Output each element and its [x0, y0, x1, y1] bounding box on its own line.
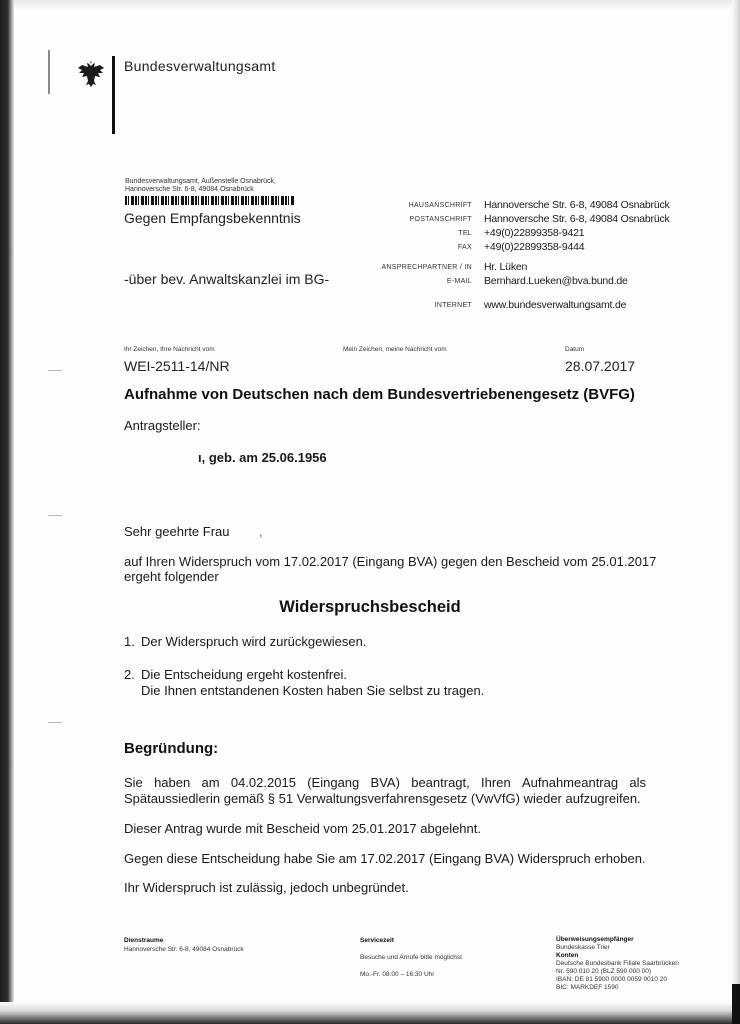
salutation: Sehr geehrte Frau — [124, 524, 230, 539]
subject-line: Aufnahme von Deutschen nach dem Bundesvertriebenengesetz (BVFG) — [124, 386, 635, 403]
applicant-label: Antragsteller: — [124, 418, 201, 433]
contact-label: HAUSANSCHRIFT — [408, 201, 472, 209]
letter-date: 28.07.2017 — [565, 358, 636, 374]
fold-mark — [48, 515, 62, 516]
contact-block — [330, 198, 670, 312]
footer-service-heading: Servicezeit — [360, 937, 394, 944]
footer-bank — [556, 936, 679, 992]
contact-value: Hannoversche Str. 6-8, 49084 Osnabrück — [484, 199, 670, 211]
reasoning-p3: Gegen diese Entscheidung habe Sie am 17.02.2017 (Eingang BVA) Widerspruch erhoben. — [124, 851, 646, 866]
postal-barcode — [125, 196, 295, 205]
word: (Eingang — [307, 775, 360, 790]
footer-premises-heading: Dienstraume — [124, 937, 164, 944]
footer-premises — [124, 936, 244, 954]
contact-row-email — [330, 274, 670, 288]
reasoning-p1-line-1 — [124, 775, 646, 790]
delivery-note: Gegen Empfangsbekenntnis — [124, 210, 301, 226]
contact-value: +49(0)22899358-9444 — [484, 241, 585, 253]
footer-bank-bic: BIC: MARKDEF 1590 — [556, 984, 619, 991]
recipient-via: -über bev. Anwaltskanzlei im BG- — [124, 271, 330, 287]
contact-email[interactable]: Bernhard.Lueken@bva.bund.de — [484, 275, 628, 287]
contact-value: +49(0)22899358-9421 — [484, 227, 585, 239]
contact-label: POSTANSCHRIFT — [409, 215, 472, 223]
salutation-comma: , — [259, 524, 263, 539]
contact-value: Hr. Lüken — [484, 261, 528, 273]
reasoning-p4: Ihr Widerspruch ist zulässig, jedoch unbegründet. — [124, 880, 409, 895]
authority-name: Bundesverwaltungsamt — [124, 58, 276, 74]
federal-eagle-icon — [76, 58, 106, 90]
word: 04.02.2015 — [230, 775, 296, 790]
contact-label: TEL — [458, 229, 472, 237]
footer-service — [360, 936, 462, 979]
intro-line-2: ergeht folgender — [124, 569, 219, 584]
contact-row-fax — [330, 240, 670, 254]
word: Sie — [124, 775, 143, 790]
contact-row-street — [330, 198, 670, 212]
decision-title: Widerspruchsbescheid — [279, 598, 461, 616]
fold-mark — [48, 722, 62, 723]
word: am — [201, 775, 220, 790]
contact-value: Hannoversche Str. 6-8, 49084 Osnabrück — [484, 213, 670, 225]
decision-item-1: Der Widerspruch wird zurückgewiesen. — [141, 634, 367, 649]
word: als — [629, 775, 646, 790]
scan-corner-mark — [732, 984, 740, 1024]
footer-bank-name: Deutsche Bundesbank Filiale Saarbrücken — [556, 960, 679, 967]
fold-mark — [48, 370, 62, 371]
footer-bank-recipient: Bundeskasse Trier — [556, 944, 610, 951]
decision-item-2-line-1: Die Entscheidung ergeht kostenfrei. — [141, 667, 347, 682]
letterhead-rule — [112, 56, 115, 134]
intro-line-1: auf Ihren Widerspruch vom 17.02.2017 (Eingang BVA) gegen den Bescheid vom 25.01.2017 — [124, 554, 657, 569]
sender-line-2: Hannoversche Str. 6-8, 49084 Osnabrück — [125, 186, 254, 193]
word: BVA) — [370, 775, 400, 790]
contact-website[interactable]: www.bundesverwaltungsamt.de — [484, 299, 627, 311]
footer-bank-number: Nr. 590 010 20 (BLZ 590 000 00) — [556, 968, 652, 975]
letterhead-rule-left — [48, 50, 50, 94]
reasoning-p1-line-2: Spätaussiedlerin gemäß § 51 Verwaltungsverfahrensgesetz (VwVfG) wieder aufzugreifen. — [124, 791, 641, 806]
contact-row-person — [330, 260, 670, 274]
your-reference-value: WEI-2511-14/NR — [124, 358, 230, 374]
scan-left-shadow — [0, 0, 14, 1024]
reasoning-p2: Dieser Antrag wurde mit Bescheid vom 25.01.2017 abgelehnt. — [124, 821, 481, 836]
applicant-birth: ı, geb. am 25.06.1956 — [198, 450, 327, 465]
word: beantragt, — [411, 775, 470, 790]
contact-label: FAX — [457, 243, 472, 251]
scan-right-shadow — [732, 0, 740, 1024]
footer-premises-address: Hannoversche Str. 6-8, 49084 Osnabrück — [124, 946, 244, 953]
scan-top-edge — [14, 0, 740, 10]
contact-label: ANSPRECHPARTNER / IN — [381, 263, 472, 271]
footer-accounts-heading: Konten — [556, 952, 579, 959]
scan-bottom-edge — [0, 1002, 740, 1024]
sender-return-address — [125, 178, 276, 194]
decision-item-2-line-2: Die Ihnen entstandenen Kosten haben Sie selbst zu tragen. — [141, 683, 485, 698]
word: Aufnahmeantrag — [521, 775, 619, 790]
word: Ihren — [481, 775, 511, 790]
contact-row-internet — [330, 298, 670, 312]
my-reference-label: Mein Zeichen, meine Nachricht vom — [343, 346, 447, 353]
sender-line-1: Bundesverwaltungsamt, Außenstelle Osnabrück, — [125, 178, 276, 185]
footer-service-line-2: Mo.-Fr. 08:00 – 16:30 Uhr — [360, 971, 435, 978]
contact-label: E-MAIL — [446, 277, 472, 285]
decision-item-1-number: 1. — [124, 634, 135, 649]
contact-row-phone — [330, 226, 670, 240]
footer-bank-iban: IBAN: DE 81 5900 0000 0059 0010 20 — [556, 976, 667, 983]
word: haben — [154, 775, 191, 790]
footer-service-line-1: Besuche und Anrufe bitte möglichst — [360, 954, 462, 961]
footer-bank-heading: Überweisungsempfänger — [556, 936, 634, 943]
your-reference-label: Ihr Zeichen, Ihre Nachricht vom — [124, 346, 215, 353]
contact-row-postal — [330, 212, 670, 226]
decision-item-2-number: 2. — [124, 667, 135, 682]
reasoning-heading: Begründung: — [124, 740, 219, 757]
contact-label: INTERNET — [434, 301, 472, 309]
date-label: Datum — [565, 346, 585, 353]
